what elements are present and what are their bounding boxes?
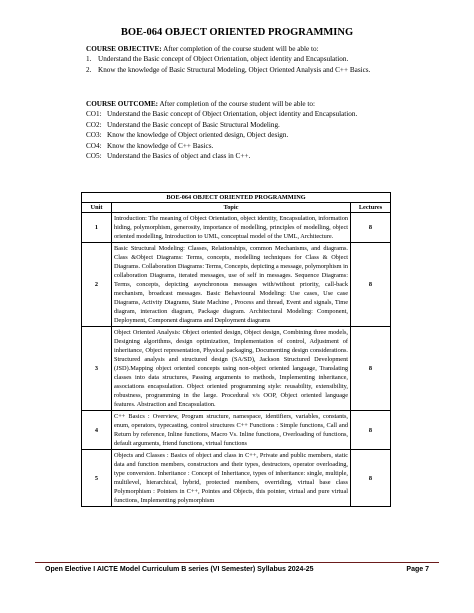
footer-divider (35, 562, 439, 563)
outcome-item (86, 120, 386, 130)
outcome-id: CO5: (86, 152, 102, 161)
course-outcome-intro: After completion of the course student will be able to: (158, 100, 315, 108)
topic-cell: Objects and Classes : Basics of object and class in C++, Private and public members, static data and function members, constructors and their types, destructors, operator overloading, type conversion. Inheritance : Concept of Inheritance, types of inheritance: single, multiple, multilevel, hierarchical, hybrid, protected members, overriding, virtual base class Polymorphism : Pointers in C++, Pointes and Objects, this pointer, virtual and pure virtual functions, Implementing polymorphism (112, 450, 351, 507)
outcome-item (86, 109, 386, 119)
footer-text: Open Elective I AICTE Model Curriculum B series (VI Semester) Syllabus 2024-25 (45, 566, 314, 573)
course-objective-intro: After completion of the course student will be able to: (161, 45, 319, 53)
topic-cell: C++ Basics : Overview, Program structure, namespace, identifiers, variables, constants, enum, operators, typecasting, control structures C++ Functions : Simple functions, Call and Return by reference, Inline functions, Macro Vs. Inline functions, Overloading of functions, default arguments, friend functions, virtual functions (112, 411, 351, 450)
table-row (82, 327, 391, 411)
outcome-text: Understand the Basic concept of Basic Structural Modeling. (107, 120, 280, 129)
course-outcome-section (86, 99, 386, 161)
unit-cell: 4 (82, 411, 112, 450)
lectures-cell: 8 (351, 327, 391, 411)
course-objective-label: COURSE OBJECTIVE: (86, 45, 162, 53)
lectures-cell: 8 (351, 411, 391, 450)
objective-item (86, 65, 386, 75)
outcome-id: CO1: (86, 110, 102, 119)
table-row (82, 243, 391, 327)
course-outcome-heading (86, 99, 386, 109)
table-header-row (82, 203, 391, 213)
course-objective-heading (86, 44, 386, 54)
unit-cell: 3 (82, 327, 112, 411)
outcome-id: CO3: (86, 131, 102, 140)
syllabus-table (81, 192, 391, 507)
table-row (82, 411, 391, 450)
page-title: BOE-064 OBJECT ORIENTED PROGRAMMING (120, 27, 354, 38)
unit-cell: 5 (82, 450, 112, 507)
outcome-text: Understand the Basic concept of Object Orientation, object identity and Encapsulation. (107, 110, 358, 119)
course-objective-section (86, 44, 386, 75)
lectures-cell: 8 (351, 213, 391, 243)
topic-header: Topic (112, 203, 351, 213)
topic-cell: Object Oriented Analysis: Object oriented design, Object design, Combining three models, Designing algorithms, design optimization, Implementation of control, Adjustment of inheritance, Object representation, Physical packaging, Documenting design considerations. Structured analysis and structured design (SA/SD), Jackson Structured Development (JSD).Mapping object oriented concepts using non-object oriented language, Translating classes into data structures, Passing arguments to methods, Implementing inheritance, associations encapsulation. Object oriented programming style: reusability, extensibility, robustness, programming in the large. Procedural v/s OOP, Object oriented language features. Abstraction and Encapsulation. (112, 327, 351, 411)
lectures-cell: 8 (351, 243, 391, 327)
unit-cell: 2 (82, 243, 112, 327)
unit-cell: 1 (82, 213, 112, 243)
topic-cell: Basic Structural Modeling: Classes, Relationships, common Mechanisms, and diagrams. Class &Object Diagrams: Terms, concepts, modelling techniques for Class & Object Diagrams. Collaboration Diagrams: Terms, Concepts, depicting a message, polymorphism in collaboration Diagrams, iterated messages, use of self in messages. Sequence Diagrams: Terms, concepts, depicting asynchronous messages with/without priority, call-back mechanism, broadcast messages. Basic Behavioural Modeling: Use cases, Use case Diagrams, Activity Diagrams, State Machine , Process and thread, Event and signals, Time diagram, interaction diagram, Package diagram. Architectural Modeling: Component, Deployment, Component diagrams and Deployment diagrams (112, 243, 351, 327)
lectures-cell: 8 (351, 450, 391, 507)
outcome-item (86, 141, 386, 151)
table-title-row (82, 193, 391, 203)
outcome-text: Know the knowledge of C++ Basics. (107, 141, 214, 150)
outcome-id: CO2: (86, 120, 102, 129)
course-outcome-label: COURSE OUTCOME: (86, 100, 159, 108)
lectures-header: Lectures (351, 203, 391, 213)
page-number: Page 7 (406, 566, 429, 573)
outcome-text: Know the knowledge of Object oriented design, Object design. (107, 131, 289, 140)
outcome-item (86, 151, 386, 161)
objective-item (86, 54, 386, 64)
objective-number: 1. (86, 55, 92, 64)
objective-text: Understand the Basic concept of Object Orientation, object identity and Encapsulation. (98, 55, 349, 64)
outcome-item (86, 130, 386, 140)
table-title: BOE-064 OBJECT ORIENTED PROGRAMMING (82, 193, 391, 203)
table-row (82, 213, 391, 243)
objective-text: Know the knowledge of Basic Structural Modeling, Object Oriented Analysis and C++ Basics. (98, 65, 371, 74)
objective-number: 2. (86, 65, 92, 74)
outcome-id: CO4: (86, 141, 102, 150)
outcome-text: Understand the Basics of object and class in C++. (107, 152, 251, 161)
topic-cell: Introduction: The meaning of Object Orientation, object identity, Encapsulation, information hiding, polymorphism, generosity, importance of modelling, principles of modelling, object oriented modelling, Introduction to UML, conceptual model of the UML, Architecture. (112, 213, 351, 243)
table-row (82, 450, 391, 507)
unit-header: Unit (82, 203, 112, 213)
